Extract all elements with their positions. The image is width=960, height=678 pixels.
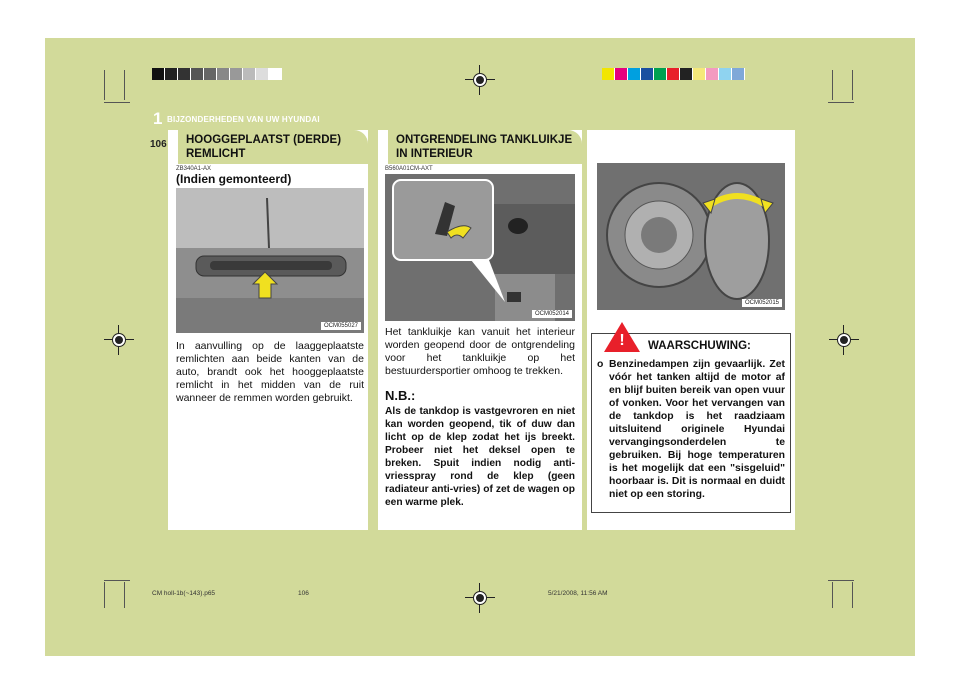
crop-mark [832, 70, 833, 100]
warning-title: WAARSCHUWING: [648, 340, 751, 352]
fuel-cap-illustration [597, 163, 785, 310]
note-text: Als de tankdop is vastgevroren en niet kan worden geopend, tik of duw dan licht op de klep zodat het ijs breekt. Probeer niet het deksel open te breken. Spuit indien nodig anti-vriesspray rond de klep (geen radiateur anti-vries) of zet de wagen op een warme plek. [385, 406, 575, 508]
photo-label: OCM052015 [742, 299, 782, 307]
color-swatch [680, 68, 693, 80]
chapter-number: 1 [153, 109, 163, 128]
brake-light-photo [176, 188, 364, 333]
photo-label: OCM055027 [321, 322, 361, 330]
color-swatch [628, 68, 641, 80]
section-heading-fuel-door: ONTGRENDELING TANKLUIKJE IN INTERIEUR [388, 130, 582, 164]
cmyk-color-bar [602, 68, 745, 80]
footer-file: CM holl-1b(~143).p65 [152, 590, 216, 597]
fuel-cap-photo [597, 163, 785, 310]
crop-mark [104, 102, 130, 103]
color-swatch [178, 68, 191, 80]
footer-page: 106 [298, 590, 309, 597]
color-swatch [641, 68, 654, 80]
fuel-door-text: Het tankluikje kan vanuit het interieur worden geopend door de ontgrendeling voor het tankluikje op het bestuurdersportier omhoog te trekken. [385, 326, 575, 377]
crop-mark [104, 70, 105, 100]
color-swatch [217, 68, 230, 80]
chapter-title: BIJZONDERHEDEN VAN UW HYUNDAI [167, 115, 320, 124]
page-number: 106 [150, 139, 167, 150]
note-heading: N.B.: [385, 388, 416, 403]
crop-mark [832, 582, 833, 608]
section-subheading: (Indien gemonteerd) [176, 172, 292, 186]
color-swatch [165, 68, 178, 80]
warning-text: Benzinedampen zijn gevaarlijk. Zet vóór het tanken altijd de motor af en blijf buiten bereik van open vuur of vonken. Voor het vervangen van de tankdop is het raadziaam uitsluitend originele Hyundai vervangingsonderdelen te gebruiken. Bij hoge temperaturen is het mogelijk dat een "sisgeluid" hoorbaar is. Dit is normaal en duidt niet op een storing. [609, 359, 785, 500]
section-code: B560A01CM-AXT [385, 166, 433, 172]
color-swatch [243, 68, 256, 80]
color-swatch [667, 68, 680, 80]
photo-label: OCM052014 [532, 310, 572, 318]
section-code: ZB340A1-AX [176, 166, 212, 172]
crop-mark [852, 70, 853, 100]
color-swatch [719, 68, 732, 80]
brake-light-illustration [176, 188, 364, 333]
color-swatch [256, 68, 269, 80]
color-swatch [654, 68, 667, 80]
crop-mark [124, 582, 125, 608]
color-swatch [269, 68, 282, 80]
fuel-release-illustration [385, 174, 575, 321]
crop-mark [104, 580, 130, 581]
color-swatch [191, 68, 204, 80]
fuel-release-photo [385, 174, 575, 321]
color-swatch [602, 68, 615, 80]
registration-mark-icon [835, 331, 853, 349]
color-swatch [693, 68, 706, 80]
crop-mark [104, 582, 105, 608]
registration-mark-icon [110, 331, 128, 349]
color-swatch [152, 68, 165, 80]
crop-mark [828, 102, 854, 103]
grayscale-color-bar [152, 68, 282, 80]
color-swatch [732, 68, 745, 80]
footer-date: 5/21/2008, 11:56 AM [548, 590, 608, 597]
exclamation-icon: ! [619, 332, 625, 349]
color-swatch [706, 68, 719, 80]
warning-bullet: o [597, 359, 604, 370]
crop-mark [828, 580, 854, 581]
crop-mark [124, 70, 125, 100]
section-heading-brake-light: HOOGGEPLAATST (DERDE) REMLICHT [178, 130, 368, 164]
registration-mark-icon [471, 71, 489, 89]
registration-mark-icon [471, 589, 489, 607]
brake-light-text: In aanvulling op de laaggeplaatste remlichten aan beide kanten van de auto, brandt ook het hooggeplaatste remlicht in het midden van de ruit wanneer de remmen worden gebruikt. [176, 340, 364, 404]
color-swatch [615, 68, 628, 80]
color-swatch [230, 68, 243, 80]
color-swatch [204, 68, 217, 80]
crop-mark [852, 582, 853, 608]
